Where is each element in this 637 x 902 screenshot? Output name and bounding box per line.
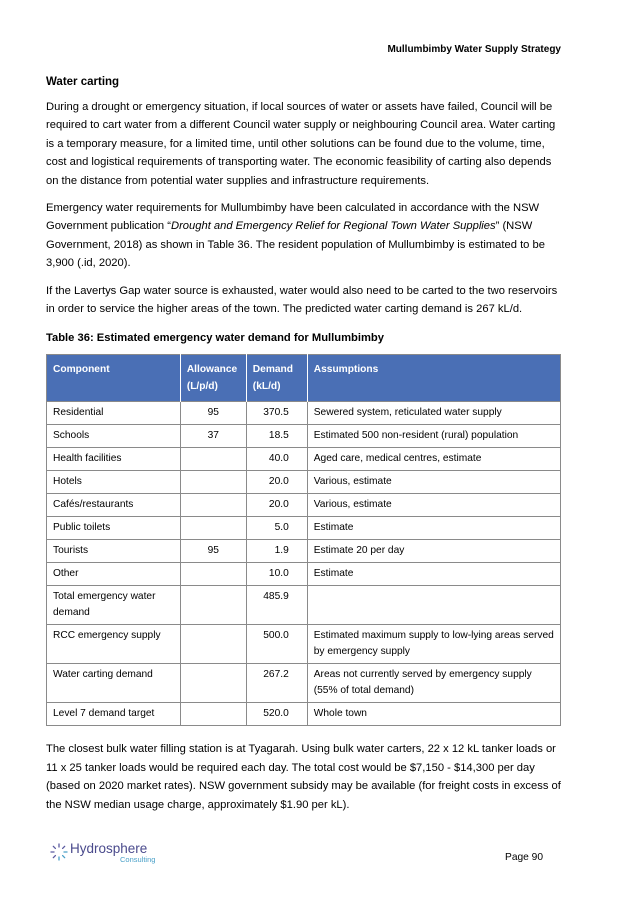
cell-assumptions — [307, 586, 560, 625]
paragraph-text: ” (NSW Government, 2018) as shown in Table 36. The resident population of Mullumbimby is estimated to be 3,900 (.id, 2020). — [46, 220, 545, 270]
publication-title: Drought and Emergency Relief for Regional Town Water Supplies — [171, 220, 496, 233]
cell-assumptions: Whole town — [307, 703, 560, 726]
cell-allowance — [180, 586, 246, 625]
cell-assumptions: Estimate — [307, 563, 560, 586]
cell-demand: 40.0 — [246, 448, 307, 471]
column-header-allowance — [180, 355, 246, 402]
cell-demand: 5.0 — [246, 517, 307, 540]
cell-allowance — [180, 494, 246, 517]
cell-component: RCC emergency supply — [47, 625, 181, 664]
cell-allowance: 95 — [180, 540, 246, 563]
cell-demand: 500.0 — [246, 625, 307, 664]
paragraph-lavertys-gap: If the Lavertys Gap water source is exhausted, water would also need to be carted to the two reservoirs in order to service the higher areas of the town. The predicted water carting demand is 267 kL/d. — [46, 284, 558, 316]
cell-component: Tourists — [47, 540, 181, 563]
cell-component: Water carting demand — [47, 664, 181, 703]
logo-wordmark — [70, 842, 155, 864]
cell-assumptions: Estimated maximum supply to low-lying areas served by emergency supply — [307, 625, 560, 664]
cell-demand: 20.0 — [246, 494, 307, 517]
table-row — [47, 448, 561, 471]
page-number: Page 90 — [505, 852, 543, 863]
table-row — [47, 703, 561, 726]
cell-assumptions: Various, estimate — [307, 471, 560, 494]
cell-assumptions: Sewered system, reticulated water supply — [307, 402, 560, 425]
cell-demand: 485.9 — [246, 586, 307, 625]
cell-allowance — [180, 448, 246, 471]
cell-demand: 520.0 — [246, 703, 307, 726]
page-header-title: Mullumbimby Water Supply Strategy — [387, 44, 561, 55]
column-header-demand — [246, 355, 307, 402]
table-row — [47, 540, 561, 563]
cell-allowance — [180, 664, 246, 703]
cell-allowance — [180, 517, 246, 540]
table-row — [47, 625, 561, 664]
cell-allowance — [180, 563, 246, 586]
cell-allowance — [180, 703, 246, 726]
column-header-component: Component — [47, 355, 181, 402]
section-heading: Water carting — [46, 76, 120, 88]
cell-component: Schools — [47, 425, 181, 448]
cell-demand: 1.9 — [246, 540, 307, 563]
cell-allowance: 95 — [180, 402, 246, 425]
cell-assumptions: Aged care, medical centres, estimate — [307, 448, 560, 471]
cell-component: Cafés/restaurants — [47, 494, 181, 517]
table-row — [47, 494, 561, 517]
cell-demand: 370.5 — [246, 402, 307, 425]
sunburst-logo-icon — [50, 843, 68, 861]
cell-demand: 18.5 — [246, 425, 307, 448]
cell-allowance — [180, 625, 246, 664]
paragraph-bulk-water: The closest bulk water filling station is at Tyagarah. Using bulk water carters, 22 x 12 kL tanker loads or 11 x 25 tanker loads would be required each day. The total cost would be $7,150 - $14,300 per day (based on 2020 market rates). NSW government subsidy may be available (for freight costs in excess of the NSW median usage charge, approximately $1.90 per kL). — [46, 743, 561, 811]
hydrosphere-logo — [50, 842, 155, 864]
cell-assumptions: Estimate — [307, 517, 560, 540]
table-row — [47, 425, 561, 448]
cell-component: Total emergency water demand — [47, 586, 181, 625]
emergency-demand-table — [46, 354, 561, 726]
table-row — [47, 563, 561, 586]
table-row — [47, 586, 561, 625]
header-line: (L/p/d) — [186, 381, 218, 393]
document-body — [46, 76, 564, 823]
header-line: Demand — [252, 364, 293, 376]
cell-assumptions: Estimate 20 per day — [307, 540, 560, 563]
column-header-assumptions: Assumptions — [307, 355, 560, 402]
logo-subtext: Consulting — [120, 855, 156, 864]
cell-component: Health facilities — [47, 448, 181, 471]
table-caption: Table 36: Estimated emergency water demand for Mullumbimby — [46, 332, 384, 345]
cell-component: Other — [47, 563, 181, 586]
cell-allowance — [180, 471, 246, 494]
header-line: (kL/d) — [252, 381, 281, 393]
cell-demand: 267.2 — [246, 664, 307, 703]
cell-component: Residential — [47, 402, 181, 425]
table-row — [47, 471, 561, 494]
cell-demand: 20.0 — [246, 471, 307, 494]
header-line: Allowance — [186, 364, 238, 376]
cell-assumptions: Areas not currently served by emergency supply (55% of total demand) — [307, 664, 560, 703]
logo-text: Hydrosphere — [70, 841, 148, 856]
table-row — [47, 517, 561, 540]
paragraph-intro: During a drought or emergency situation, if local sources of water or assets have failed, Council will be required to cart water from a different Council water supply or neighbouring Council area. Water carting is a temporary measure, for a limited time, until other solutions can be found due to the volume, time, cost and logistical requirements of transporting water. The economic feasibility of carting also depends on the distance from potential water supplies and infrastructure requirements. — [46, 101, 556, 187]
cell-assumptions: Estimated 500 non-resident (rural) population — [307, 425, 560, 448]
table-header-row — [47, 355, 561, 402]
cell-demand: 10.0 — [246, 563, 307, 586]
table-row — [47, 402, 561, 425]
cell-component: Level 7 demand target — [47, 703, 181, 726]
cell-assumptions: Various, estimate — [307, 494, 560, 517]
cell-component: Hotels — [47, 471, 181, 494]
cell-component: Public toilets — [47, 517, 181, 540]
paragraph-emergency-requirements — [46, 199, 564, 273]
paragraph-text: Emergency water requirements for Mullumbimby have been calculated in accordance with the NSW Government publication “ — [46, 202, 540, 233]
table-row — [47, 664, 561, 703]
cell-allowance: 37 — [180, 425, 246, 448]
